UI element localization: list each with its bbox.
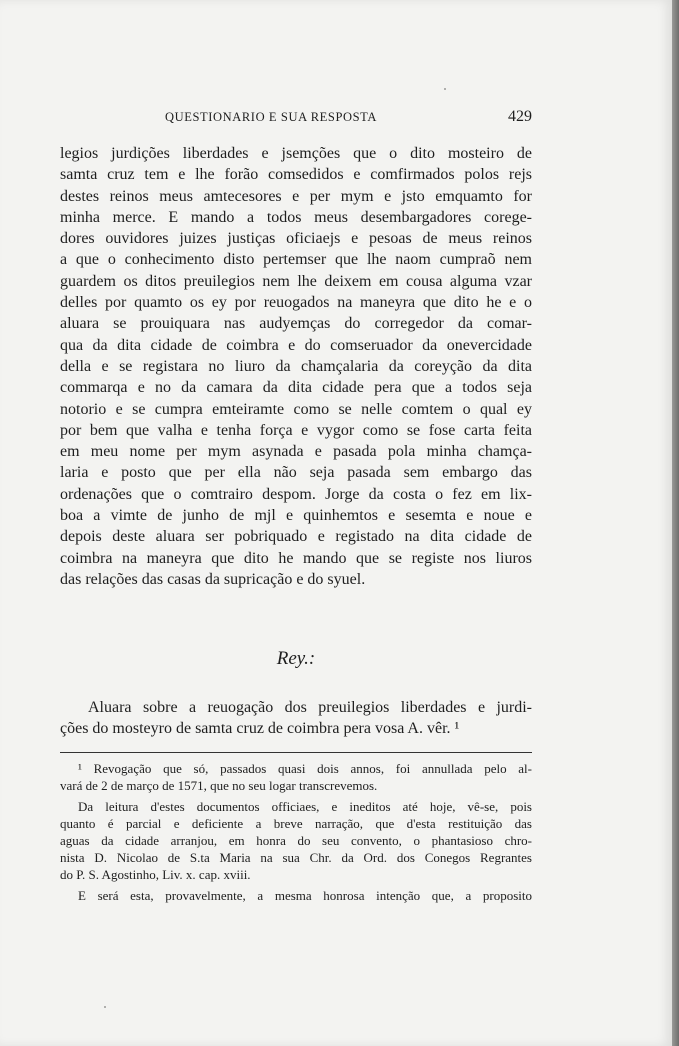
text-line: ordenações que o comtrairo despom. Jorge da costa o fez em lix- [60,485,532,503]
footnote-paragraph [60,798,532,883]
heading-line: Aluara sobre a reuogação dos preuilegios liberdades e jurdi- [88,699,532,716]
footnote-line: do P. S. Agostinho, Liv. x. cap. xviii. [60,867,251,882]
text-line: qua da dita cidade de coimbra e do comseruador da onevercidade [60,336,532,354]
text-line: dores ouvidores juizes justiças oficiaejs e pesoas de meus reinos [60,230,532,248]
text-line: delles por quamto os ey por reuogados na maneyra que dito he e o [60,294,532,312]
text-line: notorio e se cumpra emteiramte como se nelle comtem o qual ey [60,400,532,418]
text-line: commarqa e no da camara da dita cidade pera que a todos seja [60,379,532,397]
footnote-paragraph [60,887,532,904]
text-line: guardem os ditos preuilegios nem lhe deixem em cousa alguma vzar [60,272,532,290]
text-line: legios jurdições liberdades e jsemções que o dito mosteiro de [60,145,532,162]
paper-speck [104,1006,106,1008]
heading-line: ções do mosteyro de samta cruz de coimbra pera vosa A. vêr. ¹ [60,720,460,738]
footnote-paragraph [60,760,532,794]
document-heading [60,697,532,740]
text-line: a que o conhecimento disto pertemser que lhe naom cumpraõ nem [60,251,532,269]
running-head [60,108,532,130]
text-line: das relações das casas da supricação e do syuel. [60,570,366,588]
text-line: depois deste aluara ser pobriquado e registado na dita cidade de [60,528,532,546]
running-head-title: QUESTIONARIO E SUA RESPOSTA [164,110,378,124]
footnote-rule [60,752,532,753]
paper-speck [444,88,446,90]
text-line: boa a vimte de junho de mjl e quinhemtos e sesemta e noue e [60,507,532,525]
footnote-line: vará de 2 de março de 1571, que no seu logar transcrevemos. [60,778,378,793]
signature-rey: Rey.: [276,648,316,669]
text-line: coimbra na maneyra que dito he mando que se registe nos liuros [60,549,532,567]
text-line: por bem que valha e tenha força e vygor como se fose carta feita [60,421,532,439]
text-line: laria e posto que per ella não seja pasada sem embargo das [60,464,532,482]
footnotes [60,760,532,908]
footnote-line: quanto é parcial e deficiente a breve narração, que d'esta restituição das [60,816,532,831]
footnote-line: ¹ Revogação que só, passados quasi dois annos, foi annullada pelo al- [78,761,532,776]
footnote-line: nista D. Nicolao de S.ta Maria na sua Chr. da Ord. dos Conegos Regrantes [60,850,532,865]
footnote-line: aguas da cidade arranjou, em honra do seu convento, o phantasioso chro- [60,833,532,848]
text-line: minha merce. E mando a todos meus desembargadores corege- [60,208,532,226]
footnote-line: E será esta, provavelmente, a mesma honrosa intenção que, a proposito [78,888,532,903]
text-line: della e se registara no liuro da chamçalaria da coreyção da dita [60,357,532,375]
footnote-line: Da leitura d'estes documentos officiaes, e ineditos até hoje, vê-se, pois [78,799,532,814]
text-line: em meu nome per mym asynada e pasada pola minha chamça- [60,443,532,461]
page-number: 429 [508,108,532,125]
page-edge [672,0,679,1046]
text-line: samta cruz tem e lhe forão comsedidos e comfirmados polos rejs [60,166,532,184]
text-line: aluara se prouiquara nas audyemças do corregedor da comar- [60,315,532,333]
main-text [60,143,532,590]
text-line: destes reinos meus amtecesores e per mym e jsto emquamto for [60,187,532,205]
